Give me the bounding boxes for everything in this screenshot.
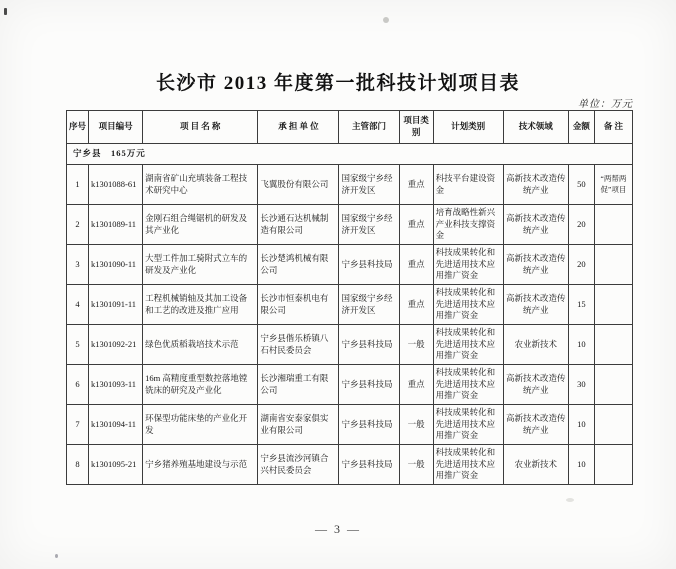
- cell-seq: 8: [67, 445, 89, 485]
- cell-project-category: 重点: [399, 365, 433, 405]
- cell-plan-category: 科技成果转化和先进适用技术应用推广资金: [433, 405, 503, 445]
- column-header-project-category: 项目类别: [399, 111, 433, 144]
- cell-department: 宁乡县科技局: [339, 365, 399, 405]
- cell-seq: 7: [67, 405, 89, 445]
- column-header-undertaking-unit: 承 担 单 位: [258, 111, 339, 144]
- cell-project-category: 重点: [399, 285, 433, 325]
- cell-undertaking-unit: 飞翼股份有限公司: [258, 165, 339, 205]
- cell-tech-field: 高新技术改造传统产业: [503, 245, 568, 285]
- cell-project-name: 金刚石组合绳锯机的研发及其产业化: [143, 205, 258, 245]
- cell-project-code: k1301093-11: [89, 365, 143, 405]
- scan-artifact: [4, 8, 7, 15]
- cell-project-category: 重点: [399, 245, 433, 285]
- cell-project-code: k1301094-11: [89, 405, 143, 445]
- cell-plan-category: 培育战略性新兴产业科技支撑资金: [433, 205, 503, 245]
- cell-amount: 30: [568, 365, 594, 405]
- cell-seq: 4: [67, 285, 89, 325]
- unit-label: 单位：万元: [578, 99, 633, 110]
- column-header-note: 备 注: [594, 111, 632, 144]
- cell-project-name: 绿色优质稻栽培技术示范: [143, 325, 258, 365]
- section-label: 宁乡县 165万元: [67, 144, 633, 165]
- cell-tech-field: 高新技术改造传统产业: [503, 405, 568, 445]
- cell-amount: 10: [568, 405, 594, 445]
- cell-undertaking-unit: 湖南省安泰家俱实业有限公司: [258, 405, 339, 445]
- cell-note: [594, 245, 632, 285]
- cell-plan-category: 科技成果转化和先进适用技术应用推广资金: [433, 445, 503, 485]
- cell-department: 宁乡县科技局: [339, 405, 399, 445]
- cell-project-code: k1301092-21: [89, 325, 143, 365]
- cell-project-code: k1301089-11: [89, 205, 143, 245]
- column-header-department: 主管部门: [339, 111, 399, 144]
- cell-note: [594, 285, 632, 325]
- cell-tech-field: 高新技术改造传统产业: [503, 365, 568, 405]
- page-number: — 3 —: [315, 522, 361, 536]
- cell-project-name: 宁乡猪养殖基地建设与示范: [143, 445, 258, 485]
- cell-tech-field: 高新技术改造传统产业: [503, 205, 568, 245]
- cell-amount: 50: [568, 165, 594, 205]
- cell-note: [594, 405, 632, 445]
- cell-project-name: 大型工件加工骑附式立车的研发及产业化: [143, 245, 258, 285]
- cell-seq: 1: [67, 165, 89, 205]
- cell-plan-category: 科技平台建设资金: [433, 165, 503, 205]
- table-row: [67, 285, 633, 325]
- cell-note: [594, 205, 632, 245]
- section-row-ningxiang: [67, 144, 633, 165]
- cell-seq: 5: [67, 325, 89, 365]
- cell-tech-field: 农业新技术: [503, 445, 568, 485]
- table-row: [67, 165, 633, 205]
- cell-undertaking-unit: 宁乡县偕乐桥镇八石村民委员会: [258, 325, 339, 365]
- cell-undertaking-unit: 长沙通石达机械制造有限公司: [258, 205, 339, 245]
- column-header-seq: 序号: [67, 111, 89, 144]
- cell-tech-field: 农业新技术: [503, 325, 568, 365]
- cell-amount: 15: [568, 285, 594, 325]
- table-row: [67, 205, 633, 245]
- cell-department: 宁乡县科技局: [339, 445, 399, 485]
- cell-project-name: 16m 高精度重型数控落地镗铣床的研究及产业化: [143, 365, 258, 405]
- cell-undertaking-unit: 长沙市恒泰机电有限公司: [258, 285, 339, 325]
- cell-project-name: 工程机械销轴及其加工设备和工艺的改进及推广应用: [143, 285, 258, 325]
- cell-department: 宁乡县科技局: [339, 245, 399, 285]
- column-header-amount: 金额: [568, 111, 594, 144]
- cell-amount: 20: [568, 245, 594, 285]
- project-table: [66, 110, 633, 485]
- cell-undertaking-unit: 长沙楚鸿机械有限公司: [258, 245, 339, 285]
- cell-department: 国家级宁乡经济开发区: [339, 285, 399, 325]
- cell-amount: 10: [568, 325, 594, 365]
- scan-artifact: [383, 17, 389, 23]
- cell-seq: 3: [67, 245, 89, 285]
- cell-amount: 20: [568, 205, 594, 245]
- cell-project-name: 环保型功能床垫的产业化开发: [143, 405, 258, 445]
- cell-note: [594, 445, 632, 485]
- cell-project-category: 一般: [399, 405, 433, 445]
- cell-plan-category: 科技成果转化和先进适用技术应用推广资金: [433, 365, 503, 405]
- cell-project-code: k1301090-11: [89, 245, 143, 285]
- cell-undertaking-unit: 长沙湘瑞重工有限公司: [258, 365, 339, 405]
- cell-note: [594, 325, 632, 365]
- column-header-plan-category: 计划类别: [433, 111, 503, 144]
- cell-department: 宁乡县科技局: [339, 325, 399, 365]
- table-row: [67, 325, 633, 365]
- cell-plan-category: 科技成果转化和先进适用技术应用推广资金: [433, 245, 503, 285]
- cell-undertaking-unit: 宁乡县流沙河镇合兴村民委员会: [258, 445, 339, 485]
- cell-tech-field: 高新技术改造传统产业: [503, 165, 568, 205]
- cell-seq: 2: [67, 205, 89, 245]
- column-header-project-name: 项 目 名 称: [143, 111, 258, 144]
- cell-project-category: 一般: [399, 325, 433, 365]
- scan-artifact: [55, 554, 58, 558]
- cell-project-name: 湖南省矿山充填装备工程技术研究中心: [143, 165, 258, 205]
- scan-artifact: [566, 498, 574, 502]
- cell-department: 国家级宁乡经济开发区: [339, 165, 399, 205]
- document-title: 长沙市 2013 年度第一批科技计划项目表: [155, 73, 520, 94]
- cell-note: “两帮两促”项目: [594, 165, 632, 205]
- column-header-project-code: 项目编号: [89, 111, 143, 144]
- cell-department: 国家级宁乡经济开发区: [339, 205, 399, 245]
- cell-project-category: 一般: [399, 445, 433, 485]
- cell-project-category: 重点: [399, 205, 433, 245]
- table-row: [67, 245, 633, 285]
- table-row: [67, 405, 633, 445]
- table-header-row: [67, 111, 633, 144]
- cell-project-code: k1301091-11: [89, 285, 143, 325]
- cell-project-category: 重点: [399, 165, 433, 205]
- cell-seq: 6: [67, 365, 89, 405]
- cell-plan-category: 科技成果转化和先进适用技术应用推广资金: [433, 285, 503, 325]
- column-header-tech-field: 技术领域: [503, 111, 568, 144]
- cell-project-code: k1301095-21: [89, 445, 143, 485]
- cell-plan-category: 科技成果转化和先进适用技术应用推广资金: [433, 325, 503, 365]
- table-row: [67, 445, 633, 485]
- cell-project-code: k1301088-61: [89, 165, 143, 205]
- cell-amount: 10: [568, 445, 594, 485]
- cell-note: [594, 365, 632, 405]
- cell-tech-field: 高新技术改造传统产业: [503, 285, 568, 325]
- table-row: [67, 365, 633, 405]
